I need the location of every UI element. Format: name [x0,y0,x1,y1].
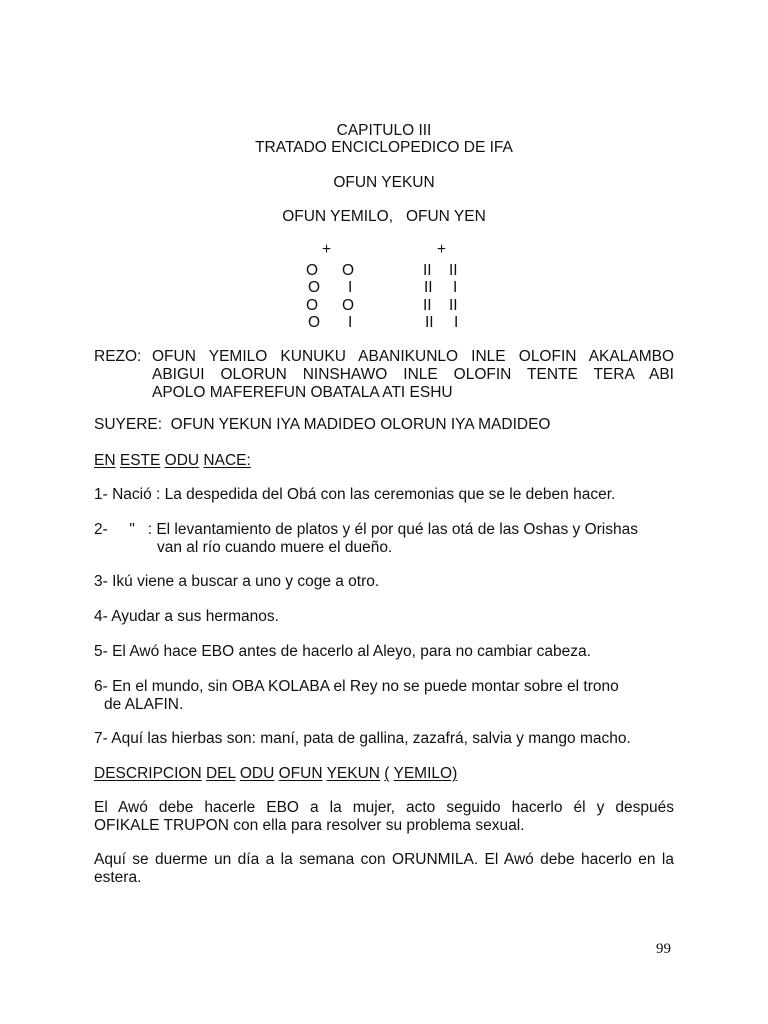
list-item [94,678,674,714]
heading-word: DESCRIPCION [94,765,202,782]
odu-figure-right [423,241,483,332]
heading-word: YEKUN [326,765,380,782]
section-heading-descripcion [94,765,674,783]
odu-mark: I [348,314,353,332]
odu-mark: II [449,296,458,314]
rezo-line: ABIGUI OLORUN NINSHAWO INLE OLOFIN TENTE TERA ABI [152,366,674,383]
odu-mark: O [342,261,355,279]
paragraph-line: estera. [94,869,142,886]
odu-name: OFUN YEKUN [333,174,435,191]
odu-mark: I [348,279,353,297]
rezo-text [152,348,674,402]
list-item [94,521,694,557]
paragraph [94,799,674,835]
paragraph-line: El Awó debe hacerle EBO a la mujer, acto seguido hacerlo él y después [94,799,674,816]
odu-figure-left [306,241,366,332]
paragraph-line: OFIKALE TRUPON con ella para resolver su problema sexual. [94,817,525,834]
heading-word: NACE: [203,452,251,469]
odu-mark: I [453,279,458,297]
heading-word: ( [384,765,390,782]
list-item-line: 2- " : El levantamiento de platos y él por qué las otá de las Oshas y Orishas [94,521,638,538]
paragraph-line: Aquí se duerme un día a la semana con ORUNMILA. El Awó debe hacerlo en la [94,851,674,868]
list-item-line: de ALAFIN. [104,696,184,713]
heading-word: OFUN [278,765,323,782]
odu-mark: I [454,314,459,332]
list-item: 7- Aquí las hierbas son: maní, pata de gallina, zazafrá, salvia y mango macho. [94,730,631,747]
odu-mark: O [308,314,321,332]
rezo-line: OFUN YEMILO KUNUKU ABANIKUNLO INLE OLOFIN AKALAMBO [152,348,674,365]
odu-mark: II [424,279,433,297]
odu-mark: II [423,296,432,314]
odu-mark: O [308,279,321,297]
list-item: 5- El Awó hace EBO antes de hacerlo al Aleyo, para no cambiar cabeza. [94,643,591,660]
heading-word: ESTE [119,452,161,469]
odu-alt-names: OFUN YEMILO, OFUN YEN [282,208,486,225]
book-title: TRATADO ENCICLOPEDICO DE IFA [255,139,513,156]
suyere-line: SUYERE: OFUN YEKUN IYA MADIDEO OLORUN IYA MADIDEO [94,416,551,433]
plus-mark: + [437,241,447,258]
odu-figure [290,241,490,334]
list-item-line: van al río cuando muere el dueño. [157,539,393,556]
plus-mark: + [322,241,332,258]
rezo-label: REZO: [94,348,142,365]
list-item: 4- Ayudar a sus hermanos. [94,608,279,625]
odu-mark: II [449,261,458,279]
odu-mark: II [423,261,432,279]
chapter-heading: CAPITULO III [336,122,432,139]
heading-word: ODU [239,765,275,782]
heading-word: ODU [164,452,200,469]
list-item: 3- Ikú viene a buscar a uno y coge a otro. [94,573,380,590]
heading-word: EN [94,452,116,469]
odu-mark: O [306,261,319,279]
list-item: 1- Nació : La despedida del Obá con las ceremonias que se le deben hacer. [94,486,616,503]
list-item-line: 6- En el mundo, sin OBA KOLABA el Rey no se puede montar sobre el trono [94,678,619,695]
rezo-line: APOLO MAFEREFUN OBATALA ATI ESHU [152,384,453,401]
odu-mark: O [342,296,355,314]
section-heading-nace [94,452,674,470]
heading-word: DEL [205,765,236,782]
paragraph [94,851,674,887]
odu-mark: O [306,296,319,314]
odu-mark: II [425,314,434,332]
page-number: 99 [656,941,671,957]
heading-word: YEMILO) [393,765,458,782]
